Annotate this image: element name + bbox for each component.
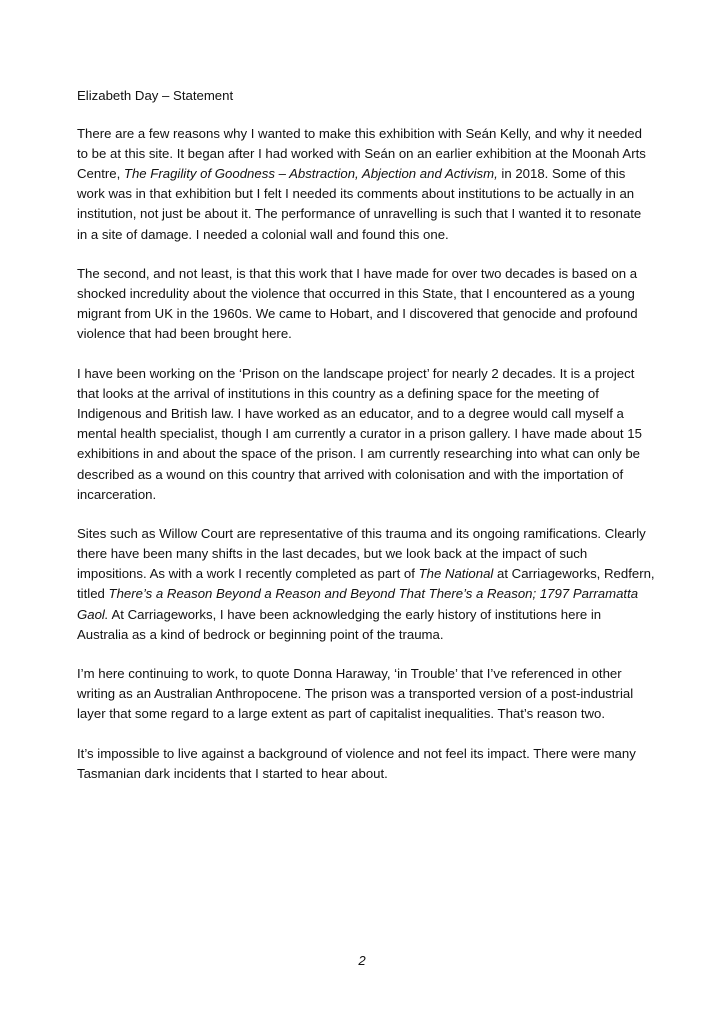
text-run: I’m here continuing to work, to quote Donna Haraway, ‘in Trouble’ that I’ve referenced in other writing as an Australian Anthropocene. The prison was a transported version of a post-industrial layer that some regard to a large extent as part of capitalist inequalities. That’s reason two. <box>77 666 634 722</box>
italic-text-run: The National <box>418 566 494 582</box>
document-title: Elizabeth Day – Statement <box>77 88 234 103</box>
paragraph-list <box>77 124 655 784</box>
text-run: Sites such as Willow Court are representative of this trauma and its ongoing ramifications. Clearly there have been many shifts in the last decades, but we look back at the impact of such impositions. As with a work I recently completed as part of <box>77 526 646 582</box>
paragraph <box>77 664 655 724</box>
italic-text-run: The Fragility of Goodness – Abstraction, Abjection and Activism, <box>123 166 498 182</box>
paragraph <box>77 524 655 645</box>
text-run: There are a few reasons why I wanted to make this exhibition with Seán Kelly, and why it needed to be at this site. It began after I had worked with Seán on an earlier exhibition at the Moonah Arts Centre, <box>77 126 646 182</box>
italic-text-run: There’s a Reason Beyond a Reason and Beyond That There’s a Reason; 1797 Parramatta Gaol. <box>77 586 639 622</box>
text-run: At Carriageworks, I have been acknowledging the early history of institutions here in Australia as a kind of bedrock or beginning point of the trauma. <box>77 606 602 642</box>
text-run: I have been working on the ‘Prison on the landscape project’ for nearly 2 decades. It is a project that looks at the arrival of institutions in this country as a defining space for the meeting of Indigenous and British law. I have worked as an educator, and to a degree would call myself a mental health specialist, though I am currently a curator in a prison gallery. I have made about 15 exhibitions in and about the space of the prison. I am currently researching into what can only be described as a wound on this country that arrived with colonisation and with the importation of incarceration. <box>77 366 642 502</box>
paragraph <box>77 364 655 505</box>
paragraph <box>77 264 655 344</box>
document-body <box>77 86 655 804</box>
page-number: 2 <box>358 953 366 968</box>
text-run: It’s impossible to live against a background of violence and not feel its impact. There were many Tasmanian dark incidents that I started to hear about. <box>77 746 636 782</box>
paragraph <box>77 124 655 245</box>
text-run: in 2018. Some of this work was in that exhibition but I felt I needed its comments about institutions to be actually in an institution, not just be about it. The performance of unravelling is such that I wanted it to resonate in a site of damage. I needed a colonial wall and found this one. <box>77 166 642 242</box>
text-run: at Carriageworks, Redfern, titled <box>77 566 655 602</box>
paragraph <box>77 744 655 784</box>
text-run: The second, and not least, is that this work that I have made for over two decades is based on a shocked incredulity about the violence that occurred in this State, that I encountered as a young migrant from UK in the 1960s. We came to Hobart, and I discovered that genocide and profound violence that had been brought here. <box>77 266 638 342</box>
